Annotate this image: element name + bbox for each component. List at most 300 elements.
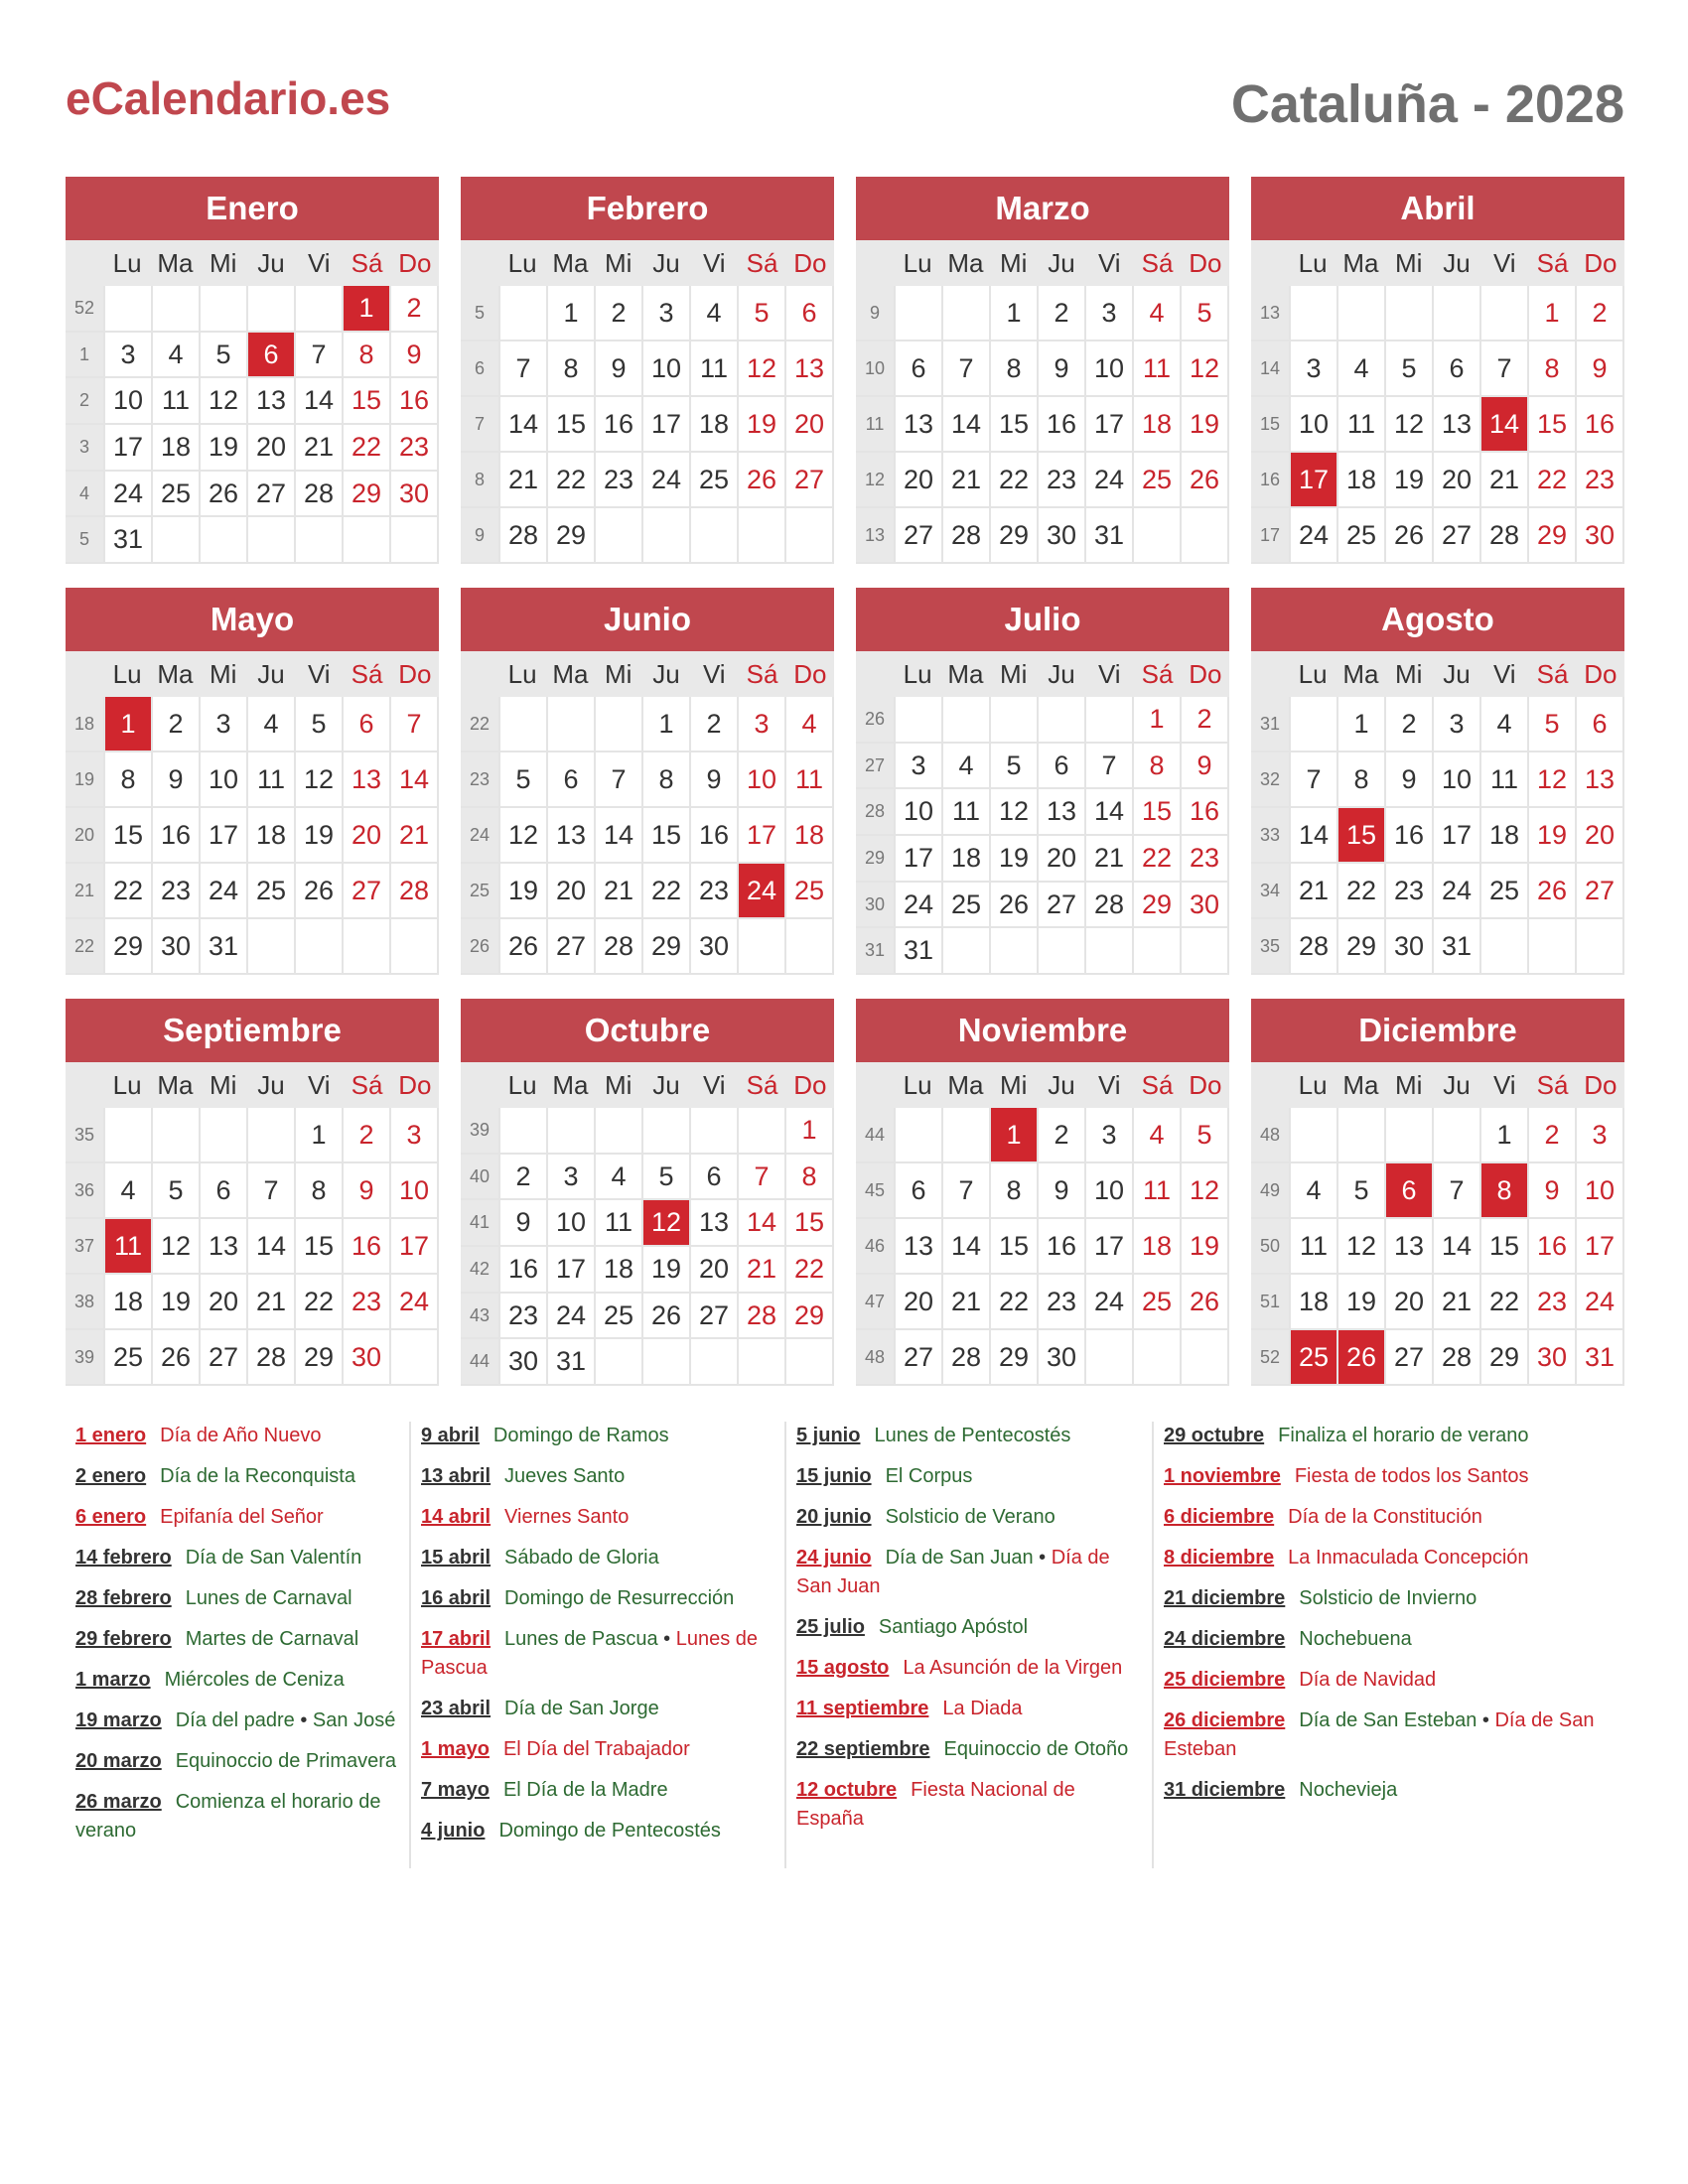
day-cell: 16 xyxy=(1384,808,1432,862)
week-row xyxy=(1251,1217,1622,1273)
empty-day-cell xyxy=(1336,1108,1384,1161)
weekday-label: Vi xyxy=(1492,1069,1516,1100)
holiday-date: 19 marzo xyxy=(75,1709,162,1731)
day-cell: 13 xyxy=(1384,1219,1432,1273)
day-cell: 26 xyxy=(737,453,784,506)
week-row xyxy=(856,787,1227,834)
holiday-item xyxy=(796,1462,1142,1491)
day-cell: 9 xyxy=(594,341,641,395)
day-cell: 22 xyxy=(546,453,594,506)
week-row xyxy=(66,376,437,423)
holiday-item xyxy=(421,1735,774,1764)
week-number: 29 xyxy=(856,836,894,881)
day-cell: 23 xyxy=(594,453,641,506)
day-cell: 5 xyxy=(1336,1163,1384,1217)
week-number: 13 xyxy=(856,508,894,562)
week-number: 38 xyxy=(66,1275,103,1328)
empty-day-cell xyxy=(1084,928,1132,973)
day-cell: 1 xyxy=(294,1108,342,1161)
weekday-label: Do xyxy=(793,658,827,689)
month-calendar xyxy=(856,588,1229,975)
day-cell: 7 xyxy=(389,697,437,751)
weekday-header xyxy=(461,651,834,697)
holiday-name: Comienza el horario de verano xyxy=(75,1791,381,1842)
weekday-label: Ma xyxy=(1342,658,1379,689)
day-cell: 31 xyxy=(1432,919,1479,973)
day-cell: 21 xyxy=(389,808,437,862)
empty-day-cell xyxy=(784,508,832,562)
week-number: 46 xyxy=(856,1219,894,1273)
weekday-label: Sá xyxy=(351,1069,383,1100)
weekday-label: Do xyxy=(398,247,432,278)
day-cell: 13 xyxy=(1432,397,1479,451)
day-cell: 11 xyxy=(151,378,199,423)
day-cell: 9 xyxy=(1384,752,1432,806)
day-cell: 4 xyxy=(941,744,989,788)
week-row xyxy=(461,1292,832,1338)
week-row xyxy=(1251,751,1622,806)
holiday-item xyxy=(796,1503,1142,1532)
week-row xyxy=(66,1108,437,1161)
day-cell: 12 xyxy=(1180,341,1227,395)
day-cell: 5 xyxy=(989,744,1037,788)
day-cell: 22 xyxy=(989,1275,1037,1328)
weekday-label: Lu xyxy=(112,658,142,689)
day-cell: 18 xyxy=(1289,1275,1336,1328)
page-title: Cataluña - 2028 xyxy=(1230,74,1624,134)
day-cell: 6 xyxy=(1384,1163,1432,1217)
week-row xyxy=(856,340,1227,395)
week-row xyxy=(856,506,1227,562)
day-cell: 10 xyxy=(1084,1163,1132,1217)
day-cell: 10 xyxy=(1575,1163,1622,1217)
weekday-header xyxy=(856,1062,1229,1108)
empty-day-cell xyxy=(546,697,594,751)
holiday-date: 16 abril xyxy=(421,1587,492,1609)
day-cell: 4 xyxy=(594,1155,641,1199)
empty-day-cell xyxy=(498,1108,546,1153)
holiday-name: Epifanía del Señor xyxy=(160,1506,324,1528)
week-number: 24 xyxy=(461,808,498,862)
day-cell: 2 xyxy=(689,697,737,751)
empty-day-cell xyxy=(1289,286,1336,340)
day-cell: 3 xyxy=(199,697,246,751)
day-cell: 26 xyxy=(1180,453,1227,506)
week-number: 30 xyxy=(856,883,894,927)
holiday-name: Domingo de Ramos xyxy=(492,1425,669,1446)
month-title: Enero xyxy=(66,177,439,240)
day-cell: 6 xyxy=(689,1155,737,1199)
week-number: 41 xyxy=(461,1200,498,1245)
day-cell: 15 xyxy=(342,378,389,423)
empty-day-cell xyxy=(941,1108,989,1161)
day-cell: 24 xyxy=(894,883,941,927)
day-cell: 8 xyxy=(1132,744,1180,788)
day-cell: 14 xyxy=(389,752,437,806)
day-cell: 1 xyxy=(989,286,1037,340)
day-cell: 2 xyxy=(498,1155,546,1199)
day-cell: 5 xyxy=(1527,697,1575,751)
month-title: Septiembre xyxy=(66,999,439,1062)
day-cell: 15 xyxy=(103,808,151,862)
empty-day-cell xyxy=(1384,1108,1432,1161)
day-cell: 23 xyxy=(151,864,199,917)
week-number: 5 xyxy=(66,517,103,562)
day-cell: 6 xyxy=(199,1163,246,1217)
day-cell: 29 xyxy=(784,1294,832,1338)
month-title: Marzo xyxy=(856,177,1229,240)
week-number: 20 xyxy=(66,808,103,862)
day-cell: 9 xyxy=(1037,1163,1084,1217)
day-cell: 5 xyxy=(294,697,342,751)
weekday-label: Ju xyxy=(1443,1069,1471,1100)
week-number: 45 xyxy=(856,1163,894,1217)
weekday-label: Sá xyxy=(1536,247,1569,278)
day-cell: 3 xyxy=(641,286,689,340)
day-cell: 15 xyxy=(1479,1219,1527,1273)
day-cell: 28 xyxy=(1084,883,1132,927)
weekday-label: Sá xyxy=(1536,1069,1569,1100)
holiday-name: El Corpus xyxy=(885,1465,973,1487)
empty-day-cell xyxy=(594,1108,641,1153)
week-number: 26 xyxy=(856,697,894,742)
day-cell: 21 xyxy=(941,453,989,506)
day-cell: 23 xyxy=(689,864,737,917)
week-number: 49 xyxy=(1251,1163,1289,1217)
holiday-date: 26 diciembre xyxy=(1164,1709,1286,1731)
empty-day-cell xyxy=(894,697,941,742)
day-cell: 25 xyxy=(689,453,737,506)
month-weeks xyxy=(1251,1108,1624,1386)
brand-logo[interactable]: eCalendario.es xyxy=(66,72,391,124)
holiday-item xyxy=(421,1503,774,1532)
week-row xyxy=(856,697,1227,742)
week-number: 23 xyxy=(461,752,498,806)
holiday-item xyxy=(796,1776,1142,1834)
day-cell: 12 xyxy=(199,378,246,423)
day-cell: 1 xyxy=(1132,697,1180,742)
month-title: Junio xyxy=(461,588,834,651)
holiday-date: 1 noviembre xyxy=(1164,1465,1281,1487)
day-cell: 10 xyxy=(1432,752,1479,806)
empty-day-cell xyxy=(689,1339,737,1384)
day-cell: 3 xyxy=(103,333,151,377)
weekday-label: Ma xyxy=(1342,247,1379,278)
day-cell: 3 xyxy=(1575,1108,1622,1161)
empty-day-cell xyxy=(1336,286,1384,340)
weekday-label: Ju xyxy=(652,1069,680,1100)
holiday-date: 15 abril xyxy=(421,1547,492,1569)
day-cell: 11 xyxy=(594,1200,641,1245)
holiday-date: 13 abril xyxy=(421,1465,492,1487)
week-row xyxy=(1251,1161,1622,1217)
week-number: 51 xyxy=(1251,1275,1289,1328)
empty-day-cell xyxy=(246,919,294,973)
day-cell: 9 xyxy=(1527,1163,1575,1217)
day-cell: 18 xyxy=(1132,1219,1180,1273)
day-cell: 21 xyxy=(1479,453,1527,506)
month-weeks xyxy=(1251,697,1624,975)
month-title: Octubre xyxy=(461,999,834,1062)
day-cell: 16 xyxy=(498,1247,546,1292)
empty-day-cell xyxy=(1132,1330,1180,1384)
weekday-label: Ju xyxy=(257,658,285,689)
week-row xyxy=(856,926,1227,973)
weekday-header xyxy=(66,1062,439,1108)
weekday-header xyxy=(1251,240,1624,286)
day-cell: 21 xyxy=(1432,1275,1479,1328)
week-row xyxy=(461,451,832,506)
empty-day-cell xyxy=(894,286,941,340)
day-cell: 5 xyxy=(1180,1108,1227,1161)
day-cell: 23 xyxy=(1037,1275,1084,1328)
day-cell: 17 xyxy=(1084,1219,1132,1273)
holiday-date: 28 febrero xyxy=(75,1587,172,1609)
day-cell: 26 xyxy=(1336,1330,1384,1384)
day-cell: 21 xyxy=(594,864,641,917)
day-cell: 19 xyxy=(1180,1219,1227,1273)
week-number: 17 xyxy=(1251,508,1289,562)
day-cell: 20 xyxy=(246,425,294,470)
month-weeks xyxy=(1251,286,1624,564)
empty-day-cell xyxy=(1180,508,1227,562)
month-weeks xyxy=(461,697,834,975)
week-number: 22 xyxy=(461,697,498,751)
day-cell: 22 xyxy=(294,1275,342,1328)
week-number: 8 xyxy=(461,453,498,506)
week-number: 18 xyxy=(66,697,103,751)
day-cell: 25 xyxy=(1132,1275,1180,1328)
weekday-label: Sá xyxy=(1141,1069,1174,1100)
weekday-label: Sá xyxy=(1141,247,1174,278)
day-cell: 6 xyxy=(246,333,294,377)
day-cell: 9 xyxy=(1180,744,1227,788)
day-cell: 20 xyxy=(1384,1275,1432,1328)
day-cell: 11 xyxy=(1336,397,1384,451)
week-row xyxy=(461,340,832,395)
week-number: 36 xyxy=(66,1163,103,1217)
day-cell: 10 xyxy=(737,752,784,806)
weekday-label: Lu xyxy=(903,658,932,689)
holiday-date: 29 febrero xyxy=(75,1628,172,1650)
week-number: 25 xyxy=(461,864,498,917)
week-number: 10 xyxy=(856,341,894,395)
week-number: 39 xyxy=(461,1108,498,1153)
empty-day-cell xyxy=(389,1330,437,1384)
day-cell: 17 xyxy=(894,836,941,881)
holiday-name: Domingo de Resurrección xyxy=(504,1587,735,1609)
week-row xyxy=(1251,697,1622,751)
day-cell: 22 xyxy=(1527,453,1575,506)
separator-bullet: • xyxy=(294,1709,313,1731)
day-cell: 18 xyxy=(151,425,199,470)
day-cell: 17 xyxy=(641,397,689,451)
weekday-label: Lu xyxy=(507,658,537,689)
holiday-name: Equinoccio de Otoño xyxy=(943,1738,1129,1760)
week-number: 12 xyxy=(856,453,894,506)
month-calendar xyxy=(1251,999,1624,1386)
day-cell: 18 xyxy=(1132,397,1180,451)
month-weeks xyxy=(461,1108,834,1386)
day-cell: 8 xyxy=(641,752,689,806)
day-cell: 11 xyxy=(1132,1163,1180,1217)
day-cell: 20 xyxy=(784,397,832,451)
holiday-item xyxy=(1164,1666,1615,1695)
holiday-date: 2 enero xyxy=(75,1465,147,1487)
weekday-label: Ju xyxy=(652,247,680,278)
holiday-item xyxy=(796,1654,1142,1683)
day-cell: 6 xyxy=(1432,341,1479,395)
day-cell: 23 xyxy=(1384,864,1432,917)
day-cell: 10 xyxy=(1084,341,1132,395)
day-cell: 21 xyxy=(737,1247,784,1292)
weekday-label: Vi xyxy=(702,1069,726,1100)
empty-day-cell xyxy=(641,508,689,562)
holiday-name: Nochevieja xyxy=(1299,1779,1398,1801)
day-cell: 13 xyxy=(784,341,832,395)
day-cell: 9 xyxy=(342,1163,389,1217)
week-number: 5 xyxy=(461,286,498,340)
holiday-date: 11 septiembre xyxy=(796,1698,929,1719)
weekday-label: Mi xyxy=(999,1069,1028,1100)
day-cell: 12 xyxy=(1180,1163,1227,1217)
month-title: Agosto xyxy=(1251,588,1624,651)
day-cell: 18 xyxy=(594,1247,641,1292)
holiday-name: El Día del Trabajador xyxy=(502,1738,690,1760)
day-cell: 24 xyxy=(199,864,246,917)
holiday-date: 15 agosto xyxy=(796,1657,890,1679)
holiday-date: 1 mayo xyxy=(421,1738,490,1760)
day-cell: 29 xyxy=(294,1330,342,1384)
holiday-date: 26 marzo xyxy=(75,1791,162,1813)
day-cell: 31 xyxy=(1084,508,1132,562)
day-cell: 15 xyxy=(546,397,594,451)
week-number-spacer xyxy=(1251,240,1289,286)
holiday-item xyxy=(1164,1706,1615,1764)
holiday-date: 29 octubre xyxy=(1164,1425,1265,1446)
week-row xyxy=(461,506,832,562)
day-cell: 20 xyxy=(199,1275,246,1328)
day-cell: 9 xyxy=(1037,341,1084,395)
day-cell: 12 xyxy=(1527,752,1575,806)
empty-day-cell xyxy=(1527,919,1575,973)
holiday-item xyxy=(421,1695,774,1723)
weekday-label: Vi xyxy=(307,1069,331,1100)
empty-day-cell xyxy=(1132,928,1180,973)
day-cell: 9 xyxy=(389,333,437,377)
week-row xyxy=(856,451,1227,506)
day-cell: 13 xyxy=(1037,789,1084,834)
month-title: Julio xyxy=(856,588,1229,651)
week-number: 21 xyxy=(66,864,103,917)
holiday-item xyxy=(421,1584,774,1613)
empty-day-cell xyxy=(641,1108,689,1153)
day-cell: 14 xyxy=(941,397,989,451)
week-row xyxy=(856,742,1227,788)
empty-day-cell xyxy=(246,286,294,331)
holiday-name: Lunes de Pentecostés xyxy=(874,1425,1071,1446)
day-cell: 1 xyxy=(1527,286,1575,340)
holiday-name: La Inmaculada Concepción xyxy=(1288,1547,1529,1569)
day-cell: 3 xyxy=(1289,341,1336,395)
weekday-label: Mi xyxy=(604,658,633,689)
week-number: 44 xyxy=(856,1108,894,1161)
weekday-label: Do xyxy=(1189,1069,1222,1100)
day-cell: 23 xyxy=(1180,836,1227,881)
holiday-date: 20 junio xyxy=(796,1506,872,1528)
week-number-spacer xyxy=(856,240,894,286)
day-cell: 29 xyxy=(546,508,594,562)
weekday-label: Lu xyxy=(1298,247,1328,278)
empty-day-cell xyxy=(784,919,832,973)
week-row xyxy=(66,1328,437,1384)
day-cell: 19 xyxy=(737,397,784,451)
empty-day-cell xyxy=(689,508,737,562)
holiday-name: Santiago Apóstol xyxy=(878,1616,1029,1638)
holiday-name: Día de San Esteban xyxy=(1299,1709,1477,1731)
day-cell: 7 xyxy=(498,341,546,395)
day-cell: 7 xyxy=(246,1163,294,1217)
day-cell: 15 xyxy=(989,397,1037,451)
holiday-date: 4 junio xyxy=(421,1820,486,1842)
month-title: Febrero xyxy=(461,177,834,240)
empty-day-cell xyxy=(1037,697,1084,742)
day-cell: 23 xyxy=(1037,453,1084,506)
day-cell: 22 xyxy=(989,453,1037,506)
empty-day-cell xyxy=(498,697,546,751)
day-cell: 14 xyxy=(941,1219,989,1273)
holiday-date: 1 enero xyxy=(75,1425,147,1446)
day-cell: 31 xyxy=(894,928,941,973)
week-number-spacer xyxy=(66,1062,103,1108)
week-row xyxy=(461,697,832,751)
holiday-item xyxy=(796,1613,1142,1642)
separator-bullet: • xyxy=(1033,1547,1052,1569)
empty-day-cell xyxy=(1037,928,1084,973)
empty-day-cell xyxy=(594,697,641,751)
weekday-label: Ju xyxy=(1048,247,1075,278)
day-cell: 4 xyxy=(1132,286,1180,340)
week-row xyxy=(1251,806,1622,862)
holiday-item xyxy=(421,1544,774,1572)
holiday-name: La Asunción de la Virgen xyxy=(903,1657,1123,1679)
weekday-label: Lu xyxy=(507,247,537,278)
holiday-item xyxy=(796,1422,1142,1450)
day-cell: 18 xyxy=(103,1275,151,1328)
day-cell: 29 xyxy=(1132,883,1180,927)
weekday-label: Sá xyxy=(746,658,778,689)
weekday-label: Vi xyxy=(1492,658,1516,689)
week-number-spacer xyxy=(461,240,498,286)
day-cell: 14 xyxy=(737,1200,784,1245)
day-cell: 27 xyxy=(894,508,941,562)
holiday-item xyxy=(421,1625,774,1683)
day-cell: 17 xyxy=(1084,397,1132,451)
holiday-name: Solsticio de Invierno xyxy=(1299,1587,1477,1609)
holiday-item xyxy=(796,1695,1142,1723)
day-cell: 16 xyxy=(689,808,737,862)
empty-day-cell xyxy=(342,919,389,973)
week-number: 3 xyxy=(66,425,103,470)
weekday-header xyxy=(1251,651,1624,697)
week-row xyxy=(1251,1273,1622,1328)
day-cell: 19 xyxy=(294,808,342,862)
day-cell: 22 xyxy=(784,1247,832,1292)
holiday-item xyxy=(1164,1503,1615,1532)
day-cell: 1 xyxy=(641,697,689,751)
day-cell: 29 xyxy=(641,919,689,973)
week-number: 28 xyxy=(856,789,894,834)
